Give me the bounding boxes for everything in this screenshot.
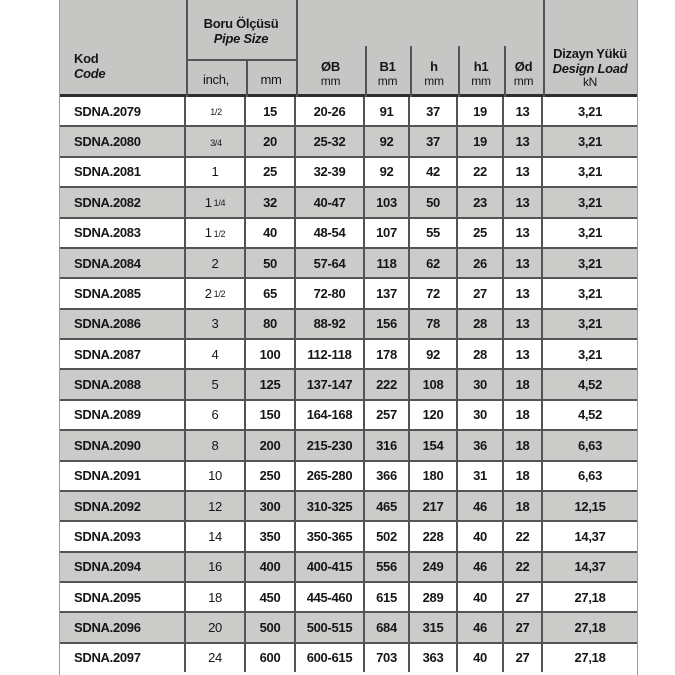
cell-b1: 178 xyxy=(365,340,410,368)
cell-inch xyxy=(186,492,246,520)
cell-design-load: 14,37 xyxy=(574,559,606,575)
cell-od: 18 xyxy=(504,431,543,459)
cell-inch-whole: 5 xyxy=(211,377,219,393)
cell-h: 120 xyxy=(410,401,458,429)
cell-h: 249 xyxy=(410,553,458,581)
table-row xyxy=(60,277,637,307)
cell-inch xyxy=(186,340,246,368)
cell-h: 363 xyxy=(410,644,458,672)
cell-h1: 36 xyxy=(458,431,504,459)
cell-design-load: 3,21 xyxy=(577,225,603,241)
cell-inch-whole: 2 xyxy=(204,285,212,301)
cell-h: 62 xyxy=(410,249,458,277)
header-dim-ob-unit: mm xyxy=(320,74,341,88)
cell-mm: 65 xyxy=(246,279,296,307)
cell-code: SDNA.2092 xyxy=(60,492,186,520)
table-row xyxy=(60,125,637,155)
cell-h1: 22 xyxy=(458,158,504,186)
cell-ob-range: 72-80 xyxy=(296,279,365,307)
cell-design-load: 6,63 xyxy=(577,437,603,453)
cell-inch xyxy=(186,97,246,125)
cell-od: 18 xyxy=(504,401,543,429)
header-pipe-en: Pipe Size xyxy=(213,31,269,46)
cell-code: SDNA.2093 xyxy=(60,522,186,550)
table-row xyxy=(60,399,637,429)
cell-b1: 684 xyxy=(365,613,410,641)
cell-ob-range: 215-230 xyxy=(296,431,365,459)
cell-ob-range: 20-26 xyxy=(296,97,365,125)
table-header xyxy=(60,0,637,97)
cell-inch-fraction: 1/2 xyxy=(213,289,226,300)
cell-inch xyxy=(186,219,246,247)
cell-mm: 25 xyxy=(246,158,296,186)
cell-h: 217 xyxy=(410,492,458,520)
cell-h1: 28 xyxy=(458,340,504,368)
cell-ob-range: 32-39 xyxy=(296,158,365,186)
table-row xyxy=(60,642,637,672)
cell-design-load: 3,21 xyxy=(577,164,603,180)
pipe-clamp-spec-table xyxy=(59,0,638,675)
header-mm: mm xyxy=(260,72,282,87)
cell-od: 18 xyxy=(504,492,543,520)
cell-inch xyxy=(186,401,246,429)
cell-code: SDNA.2087 xyxy=(60,340,186,368)
cell-mm: 150 xyxy=(246,401,296,429)
cell-inch xyxy=(186,522,246,550)
header-design-load xyxy=(543,46,637,89)
header-dim-ob-sym: ØB xyxy=(321,59,340,74)
cell-h: 154 xyxy=(410,431,458,459)
cell-design-load: 12,15 xyxy=(574,498,606,514)
cell-b1: 366 xyxy=(365,462,410,490)
cell-mm: 20 xyxy=(246,127,296,155)
cell-code: SDNA.2088 xyxy=(60,370,186,398)
cell-h: 92 xyxy=(410,340,458,368)
cell-mm: 32 xyxy=(246,188,296,216)
cell-od: 13 xyxy=(504,249,543,277)
cell-code: SDNA.2082 xyxy=(60,188,186,216)
cell-code: SDNA.2085 xyxy=(60,279,186,307)
cell-h1: 28 xyxy=(458,310,504,338)
table-row xyxy=(60,217,637,247)
cell-h: 50 xyxy=(410,188,458,216)
cell-mm: 100 xyxy=(246,340,296,368)
cell-b1: 556 xyxy=(365,553,410,581)
cell-inch-whole: 4 xyxy=(211,346,219,362)
cell-inch xyxy=(186,158,246,186)
cell-b1: 107 xyxy=(365,219,410,247)
cell-h1: 40 xyxy=(458,583,504,611)
cell-mm: 500 xyxy=(246,613,296,641)
cell-design-load: 3,21 xyxy=(577,134,603,150)
cell-ob-range: 40-47 xyxy=(296,188,365,216)
cell-h: 42 xyxy=(410,158,458,186)
cell-h1: 46 xyxy=(458,492,504,520)
cell-h1: 46 xyxy=(458,613,504,641)
cell-od: 27 xyxy=(504,583,543,611)
header-dim-h-sym: h xyxy=(430,59,438,74)
header-dim-ob xyxy=(296,59,365,88)
cell-h1: 19 xyxy=(458,97,504,125)
header-code xyxy=(74,51,105,81)
cell-h: 108 xyxy=(410,370,458,398)
table-row xyxy=(60,611,637,641)
cell-design-load: 14,37 xyxy=(574,528,606,544)
cell-od: 13 xyxy=(504,97,543,125)
cell-inch xyxy=(186,249,246,277)
cell-design-load: 3,21 xyxy=(577,316,603,332)
table-body xyxy=(60,97,637,672)
cell-od: 18 xyxy=(504,370,543,398)
cell-h: 180 xyxy=(410,462,458,490)
cell-inch-whole: 1 xyxy=(204,194,212,210)
cell-design-load: 27,18 xyxy=(574,620,606,636)
cell-h1: 40 xyxy=(458,644,504,672)
cell-b1: 502 xyxy=(365,522,410,550)
cell-b1: 222 xyxy=(365,370,410,398)
cell-mm: 350 xyxy=(246,522,296,550)
table-row xyxy=(60,429,637,459)
table-row xyxy=(60,490,637,520)
cell-design-load: 27,18 xyxy=(574,589,606,605)
cell-mm: 600 xyxy=(246,644,296,672)
cell-b1: 92 xyxy=(365,127,410,155)
header-dim-od-unit: mm xyxy=(513,74,534,88)
cell-od: 18 xyxy=(504,462,543,490)
cell-mm: 15 xyxy=(246,97,296,125)
cell-design-load: 4,52 xyxy=(577,377,603,393)
header-dim-od-sym: Ød xyxy=(514,59,533,74)
cell-inch xyxy=(186,370,246,398)
cell-b1: 257 xyxy=(365,401,410,429)
cell-code: SDNA.2090 xyxy=(60,431,186,459)
cell-mm: 80 xyxy=(246,310,296,338)
cell-b1: 91 xyxy=(365,97,410,125)
cell-mm: 40 xyxy=(246,219,296,247)
cell-design-load: 3,21 xyxy=(577,255,603,271)
cell-inch xyxy=(186,553,246,581)
cell-ob-range: 25-32 xyxy=(296,127,365,155)
cell-b1: 103 xyxy=(365,188,410,216)
cell-h1: 40 xyxy=(458,522,504,550)
table-row xyxy=(60,520,637,550)
header-code-tr: Kod xyxy=(74,51,99,66)
table-row xyxy=(60,247,637,277)
cell-code: SDNA.2081 xyxy=(60,158,186,186)
cell-inch-fraction: 1/2 xyxy=(210,107,222,118)
cell-od: 27 xyxy=(504,644,543,672)
cell-b1: 92 xyxy=(365,158,410,186)
cell-h: 315 xyxy=(410,613,458,641)
cell-mm: 400 xyxy=(246,553,296,581)
cell-inch-whole: 14 xyxy=(208,528,222,544)
cell-b1: 118 xyxy=(365,249,410,277)
cell-inch-whole: 1 xyxy=(211,164,219,180)
cell-ob-range: 164-168 xyxy=(296,401,365,429)
cell-design-load: 6,63 xyxy=(577,468,603,484)
cell-ob-range: 310-325 xyxy=(296,492,365,520)
cell-inch xyxy=(186,462,246,490)
cell-code: SDNA.2096 xyxy=(60,613,186,641)
cell-h: 289 xyxy=(410,583,458,611)
cell-h: 55 xyxy=(410,219,458,247)
cell-ob-range: 445-460 xyxy=(296,583,365,611)
cell-ob-range: 265-280 xyxy=(296,462,365,490)
cell-b1: 703 xyxy=(365,644,410,672)
cell-mm: 50 xyxy=(246,249,296,277)
cell-code: SDNA.2086 xyxy=(60,310,186,338)
cell-ob-range: 500-515 xyxy=(296,613,365,641)
cell-ob-range: 350-365 xyxy=(296,522,365,550)
cell-od: 13 xyxy=(504,219,543,247)
header-inch: inch, xyxy=(203,72,229,87)
cell-h1: 46 xyxy=(458,553,504,581)
cell-od: 22 xyxy=(504,553,543,581)
cell-design-load: 4,52 xyxy=(577,407,603,423)
cell-od: 13 xyxy=(504,158,543,186)
cell-inch xyxy=(186,310,246,338)
cell-od: 13 xyxy=(504,310,543,338)
table-row xyxy=(60,338,637,368)
cell-inch xyxy=(186,431,246,459)
header-dim-b1-sym: B1 xyxy=(379,59,396,74)
grid-line xyxy=(186,59,296,61)
cell-code: SDNA.2089 xyxy=(60,401,186,429)
cell-h1: 30 xyxy=(458,401,504,429)
cell-inch-whole: 20 xyxy=(208,620,222,636)
cell-code: SDNA.2080 xyxy=(60,127,186,155)
table-row xyxy=(60,368,637,398)
cell-od: 13 xyxy=(504,188,543,216)
cell-h1: 30 xyxy=(458,370,504,398)
cell-b1: 156 xyxy=(365,310,410,338)
table-row xyxy=(60,156,637,186)
header-dim-h-unit: mm xyxy=(424,74,444,88)
header-dim-h xyxy=(410,59,458,88)
cell-h: 228 xyxy=(410,522,458,550)
cell-inch xyxy=(186,583,246,611)
cell-inch-whole: 10 xyxy=(208,468,222,484)
cell-code: SDNA.2084 xyxy=(60,249,186,277)
table-row xyxy=(60,308,637,338)
cell-design-load: 3,21 xyxy=(577,103,603,119)
cell-ob-range: 48-54 xyxy=(296,219,365,247)
header-dim-b1-unit: mm xyxy=(377,74,398,88)
cell-inch-whole: 6 xyxy=(211,407,219,423)
cell-code: SDNA.2095 xyxy=(60,583,186,611)
cell-code: SDNA.2083 xyxy=(60,219,186,247)
cell-inch-whole: 24 xyxy=(208,650,222,666)
cell-h1: 23 xyxy=(458,188,504,216)
cell-h1: 25 xyxy=(458,219,504,247)
header-code-en: Code xyxy=(74,66,106,81)
cell-code: SDNA.2079 xyxy=(60,97,186,125)
cell-h: 72 xyxy=(410,279,458,307)
table-row xyxy=(60,460,637,490)
cell-h1: 26 xyxy=(458,249,504,277)
cell-inch-fraction: 1/4 xyxy=(213,198,226,209)
cell-od: 13 xyxy=(504,127,543,155)
cell-inch xyxy=(186,127,246,155)
header-dim-od xyxy=(504,59,543,88)
cell-design-load: 27,18 xyxy=(574,650,606,666)
cell-design-load: 3,21 xyxy=(577,285,603,301)
cell-b1: 465 xyxy=(365,492,410,520)
header-load-tr: Dizayn Yükü xyxy=(553,46,627,61)
cell-code: SDNA.2094 xyxy=(60,553,186,581)
cell-ob-range: 112-118 xyxy=(296,340,365,368)
header-pipe-size xyxy=(186,16,296,46)
cell-h: 37 xyxy=(410,97,458,125)
cell-inch-whole: 12 xyxy=(208,498,222,514)
cell-inch xyxy=(186,613,246,641)
cell-od: 27 xyxy=(504,613,543,641)
cell-mm: 450 xyxy=(246,583,296,611)
cell-inch-whole: 8 xyxy=(211,437,219,453)
cell-design-load: 3,21 xyxy=(577,194,603,210)
cell-inch xyxy=(186,644,246,672)
cell-ob-range: 88-92 xyxy=(296,310,365,338)
cell-inch-whole: 2 xyxy=(211,255,219,271)
cell-ob-range: 400-415 xyxy=(296,553,365,581)
cell-h1: 31 xyxy=(458,462,504,490)
cell-od: 13 xyxy=(504,340,543,368)
cell-mm: 200 xyxy=(246,431,296,459)
cell-b1: 137 xyxy=(365,279,410,307)
cell-mm: 300 xyxy=(246,492,296,520)
table-row xyxy=(60,97,637,125)
cell-h1: 27 xyxy=(458,279,504,307)
table-row xyxy=(60,581,637,611)
cell-inch xyxy=(186,188,246,216)
header-load-en: Design Load xyxy=(552,61,628,76)
cell-inch-whole: 3 xyxy=(211,316,219,332)
table-row xyxy=(60,551,637,581)
cell-od: 13 xyxy=(504,279,543,307)
cell-inch xyxy=(186,279,246,307)
table-row xyxy=(60,186,637,216)
header-dim-h1-unit: mm xyxy=(471,74,491,88)
cell-h: 78 xyxy=(410,310,458,338)
cell-mm: 250 xyxy=(246,462,296,490)
cell-inch-whole: 16 xyxy=(208,559,222,575)
header-load-unit: kN xyxy=(582,75,598,89)
header-dim-h1 xyxy=(458,59,504,88)
cell-code: SDNA.2091 xyxy=(60,462,186,490)
cell-inch-fraction: 3/4 xyxy=(210,137,222,148)
cell-design-load: 3,21 xyxy=(577,346,603,362)
cell-b1: 316 xyxy=(365,431,410,459)
cell-mm: 125 xyxy=(246,370,296,398)
cell-od: 22 xyxy=(504,522,543,550)
cell-h: 37 xyxy=(410,127,458,155)
header-dim-b1 xyxy=(365,59,410,88)
cell-inch-fraction: 1/2 xyxy=(213,228,226,239)
cell-ob-range: 57-64 xyxy=(296,249,365,277)
cell-ob-range: 137-147 xyxy=(296,370,365,398)
cell-h1: 19 xyxy=(458,127,504,155)
cell-inch-whole: 1 xyxy=(204,225,212,241)
header-pipe-tr: Boru Ölçüsü xyxy=(203,16,279,31)
cell-ob-range: 600-615 xyxy=(296,644,365,672)
cell-inch-whole: 18 xyxy=(208,589,222,605)
cell-code: SDNA.2097 xyxy=(60,644,186,672)
cell-b1: 615 xyxy=(365,583,410,611)
header-dim-h1-sym: h1 xyxy=(473,59,489,74)
